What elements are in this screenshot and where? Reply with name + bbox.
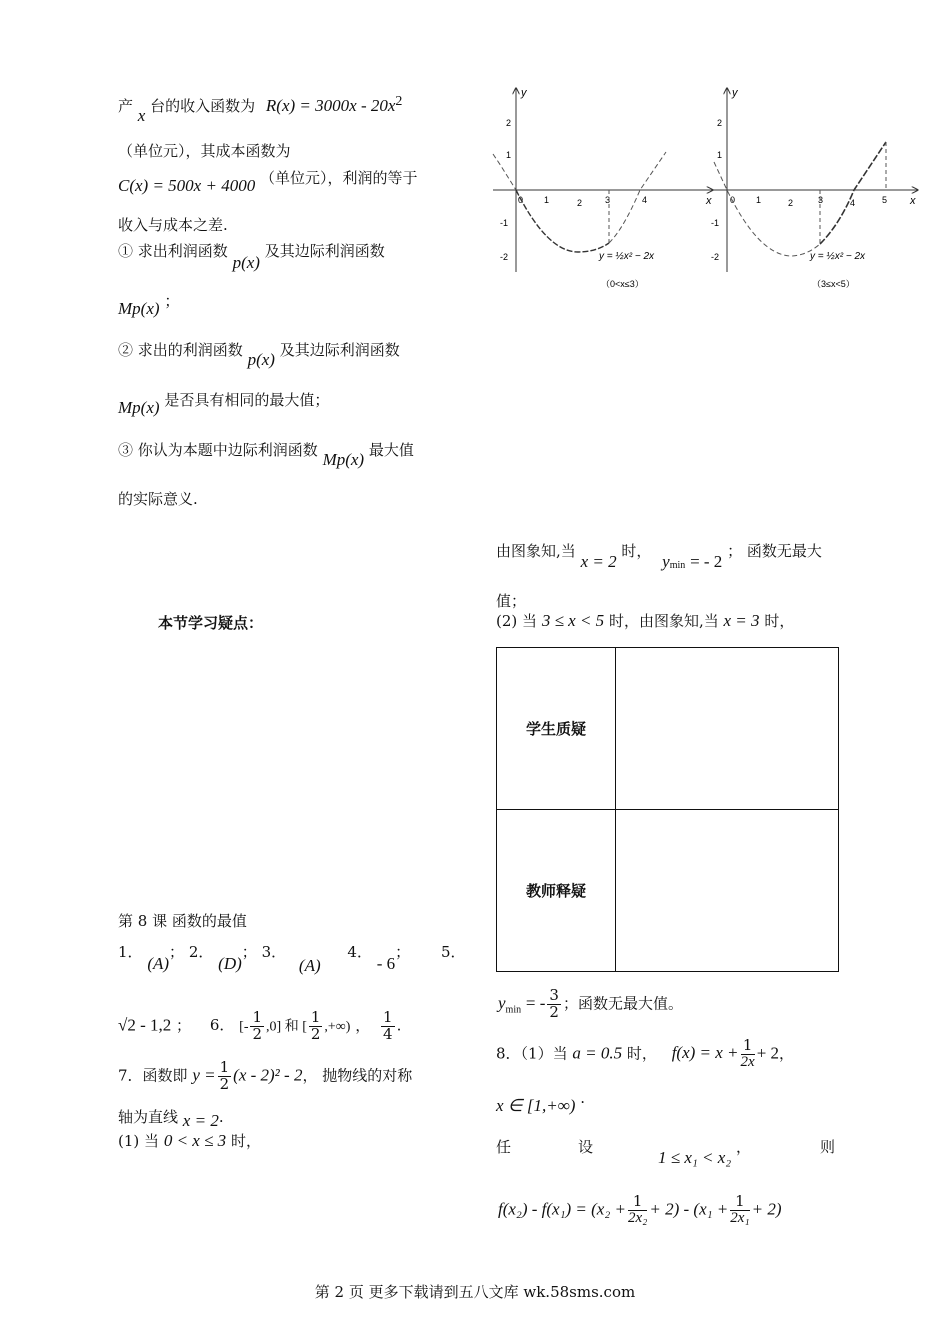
text: 时， [621,542,652,560]
x-tick-label: 3 [818,195,824,205]
y-tick-label: -1 [500,218,509,228]
text: 由图象知,当 [496,542,576,560]
interval: 0 < x ≤ 3 [163,1131,227,1150]
numerator: 3 [549,986,559,1004]
math: y = [192,1065,216,1085]
answer-7-case1 [118,1130,261,1151]
sep: ； [395,943,411,961]
formula-label: y = ½x² − 2x [810,251,866,262]
text: 台的收入函数为 [150,97,256,115]
text: ③ 你认为本题中边际利润函数 [118,441,318,459]
solution-line-3 [496,610,794,631]
revenue-function: R(x) = 3000x - 20x [265,96,396,115]
numerator: 1 [730,1194,749,1211]
math: + 2) [751,1199,782,1219]
text: ；函数无最大值。 [562,994,683,1013]
x-tick-label: 4 [850,198,856,208]
fraction [218,1060,232,1093]
question-1-cont [118,292,180,319]
numerator: 1 [310,1008,321,1026]
text: 及其边际利润函数 [279,341,400,359]
table-row [497,648,839,810]
question-1 [118,240,385,272]
answer-8-difference [498,1194,782,1227]
y-tick-label: 2 [717,118,723,128]
denominator: 4 [383,1024,393,1043]
text: 是否具有相同的最大值； [164,391,330,409]
answer-4: - 6 [376,954,396,973]
sep: ， [736,1138,752,1156]
solution-line-1 [496,540,822,571]
fraction [309,1010,323,1043]
text: (2) 当 [496,612,538,630]
teacher-answers-header: 教师释疑 [497,810,616,972]
math: + 2) - (x₁ + [649,1199,729,1219]
math: x = 2 [580,552,617,571]
sep: ， [355,1016,371,1035]
profit-function: p(x) [247,350,275,369]
inequality: 1 ≤ x₁ < x₂ [658,1148,732,1167]
value: = - 2 [690,552,723,571]
interval: ,+∞) [324,1019,351,1035]
question-2 [118,339,400,369]
text: ① 求出利润函数 [118,242,228,260]
fraction [741,1038,755,1071]
page-footer: 第 2 页 更多下载请到五八文库 wk.58sms.com [314,1283,636,1301]
table-row [497,810,839,972]
sep: ； [241,943,257,961]
answer-3: (A) [298,956,321,975]
num: 6． [209,1016,235,1035]
num: 4． [347,943,372,961]
origin-label: 0 [518,195,524,205]
period: . [218,1108,224,1126]
fraction [250,1010,264,1043]
parabola: (x - 2)² - 2 [233,1065,303,1085]
period: . [396,1016,402,1035]
interval: ,0] 和 [ [266,1019,307,1035]
answers-5-6 [118,1010,401,1043]
cost-function: C(x) = 500x + 4000 [118,176,256,195]
math: a = 0.5 [572,1043,623,1063]
parabola-dashed-left [493,154,516,190]
parabola-dashed-right [609,152,666,243]
numerator: 1 [219,1058,230,1076]
answer-2: (D) [218,954,242,973]
x-tick-label: 5 [882,195,888,205]
text: 8．（1）当 [496,1044,568,1063]
answer-8 [496,1038,794,1071]
solution-line-4 [498,988,683,1021]
sep: ； [176,1016,192,1035]
fraction [547,988,561,1021]
value: = - [525,993,546,1013]
parabola-graphs [488,82,928,297]
numerator: 1 [383,1008,393,1026]
denominator: 2 [252,1024,263,1043]
text: 7．函数即 [118,1066,188,1085]
text: 最大值 [368,441,414,459]
problem-line-2: （单位元），其成本函数为 [118,142,291,160]
x-tick-label: 2 [577,198,583,208]
num: 3． [261,943,287,961]
answer-5: √2 - 1,2 [118,1015,172,1035]
parabola-solid [820,142,886,244]
question-3 [118,439,414,469]
numerator: 1 [628,1194,647,1211]
text: 轴为直线 [118,1108,179,1126]
formula-label: y = ½x² − 2x [599,251,655,262]
problem-line-1 [118,94,403,125]
function: f(x) = x + [671,1043,739,1063]
math-x: x [137,106,146,125]
problem-line-4: 收入与成本之差. [118,216,228,234]
y-tick-label: 1 [506,150,512,160]
num: 1． [118,943,143,961]
answer-8-domain [496,1089,586,1116]
x-tick-label: 3 [605,195,611,205]
marginal-profit-function: Mp(x) [118,299,160,318]
denominator: 2x₁ [730,1209,750,1226]
x-tick-label: 1 [756,195,762,205]
study-doubts-title: 本节学习疑点： [158,614,264,632]
text: ； [164,292,180,310]
text: 则 [820,1138,836,1156]
numerator: 1 [741,1038,755,1055]
y-tick-label: -2 [711,252,720,262]
text: ② 求出的利润函数 [118,341,243,359]
bracket: [- [239,1019,249,1035]
question-3-cont: 的实际意义. [118,490,198,508]
y-tick-label: 2 [506,118,512,128]
math: f(x₂) - f(x₁) = (x₂ + [498,1199,626,1219]
x-axis-label: x [910,195,916,207]
denominator: 2 [310,1024,321,1043]
marginal-profit-function: Mp(x) [322,450,365,469]
text: ； 函数无最大 [727,542,822,560]
denominator: 2 [219,1074,230,1093]
fraction [628,1194,647,1227]
text: 时， [626,1044,657,1063]
domain: x ∈ [1,+∞) [496,1096,576,1115]
y-axis-label: y [732,87,738,99]
range-label: （3≤x<5） [812,279,855,289]
answer-1: (A) [147,954,170,973]
text: 时， [764,612,795,630]
parabola-solid [516,190,609,252]
text: 及其边际利润函数 [264,242,385,260]
interval: 3 ≤ x < 5 [541,611,605,630]
subscript: min [505,1004,522,1016]
text: 设 [578,1138,594,1156]
marginal-profit-function: Mp(x) [118,398,160,417]
denominator: 2 [549,1002,559,1021]
answer-7-axis [118,1106,224,1130]
exponent: 2 [395,94,403,109]
parabola-dashed-left [714,162,820,256]
denominator: 2x₂ [627,1209,648,1226]
answer-7 [118,1060,412,1093]
question-2-cont [118,391,330,418]
y-axis-label: y [521,87,527,99]
y-min: y [498,993,506,1013]
fraction [381,1010,395,1043]
y-tick-label: 1 [717,150,723,160]
num: 2． [188,943,214,961]
num: 5． [440,943,466,961]
x-tick-label: 1 [544,195,550,205]
teacher-answers-cell [616,810,839,972]
fraction [730,1194,749,1227]
sep: ， [779,1044,795,1063]
y-min: y [662,552,670,571]
axis-line: x = 2 [182,1111,219,1130]
sep: ； [169,943,185,961]
text: 任 [496,1138,512,1156]
qa-table [496,647,839,972]
y-tick-label: -2 [500,252,509,262]
range-label: （0<x≤3） [601,279,644,289]
y-tick-label: -1 [711,218,720,228]
x-tick-label: 2 [788,198,794,208]
profit-function: p(x) [232,253,260,272]
math: + 2 [756,1043,780,1063]
solution-line-2: 值； [496,592,527,610]
x-axis-label: x [706,195,712,207]
subscript: min [669,560,686,571]
left-graph [493,87,713,289]
student-questions-header: 学生质疑 [497,648,616,810]
origin-label: 0 [730,195,736,205]
numerator: 1 [252,1008,263,1026]
text: 产 [118,97,134,115]
text: (1) 当 [118,1132,160,1150]
lesson-title: 第 8 课 函数的最值 [118,912,247,930]
period: . [580,1089,586,1107]
text: （单位元），利润的等于 [259,169,418,187]
x-tick-label: 4 [642,195,648,205]
denominator: 2x [740,1053,755,1070]
text: ， 抛物线的对称 [302,1066,413,1085]
text: 时，由图象知,当 [608,612,719,630]
student-questions-cell [616,648,839,810]
problem-line-3 [118,169,418,196]
right-graph [710,87,918,289]
answers-1-5 [118,941,466,975]
math: x = 3 [723,611,760,630]
text: 时， [230,1132,261,1150]
